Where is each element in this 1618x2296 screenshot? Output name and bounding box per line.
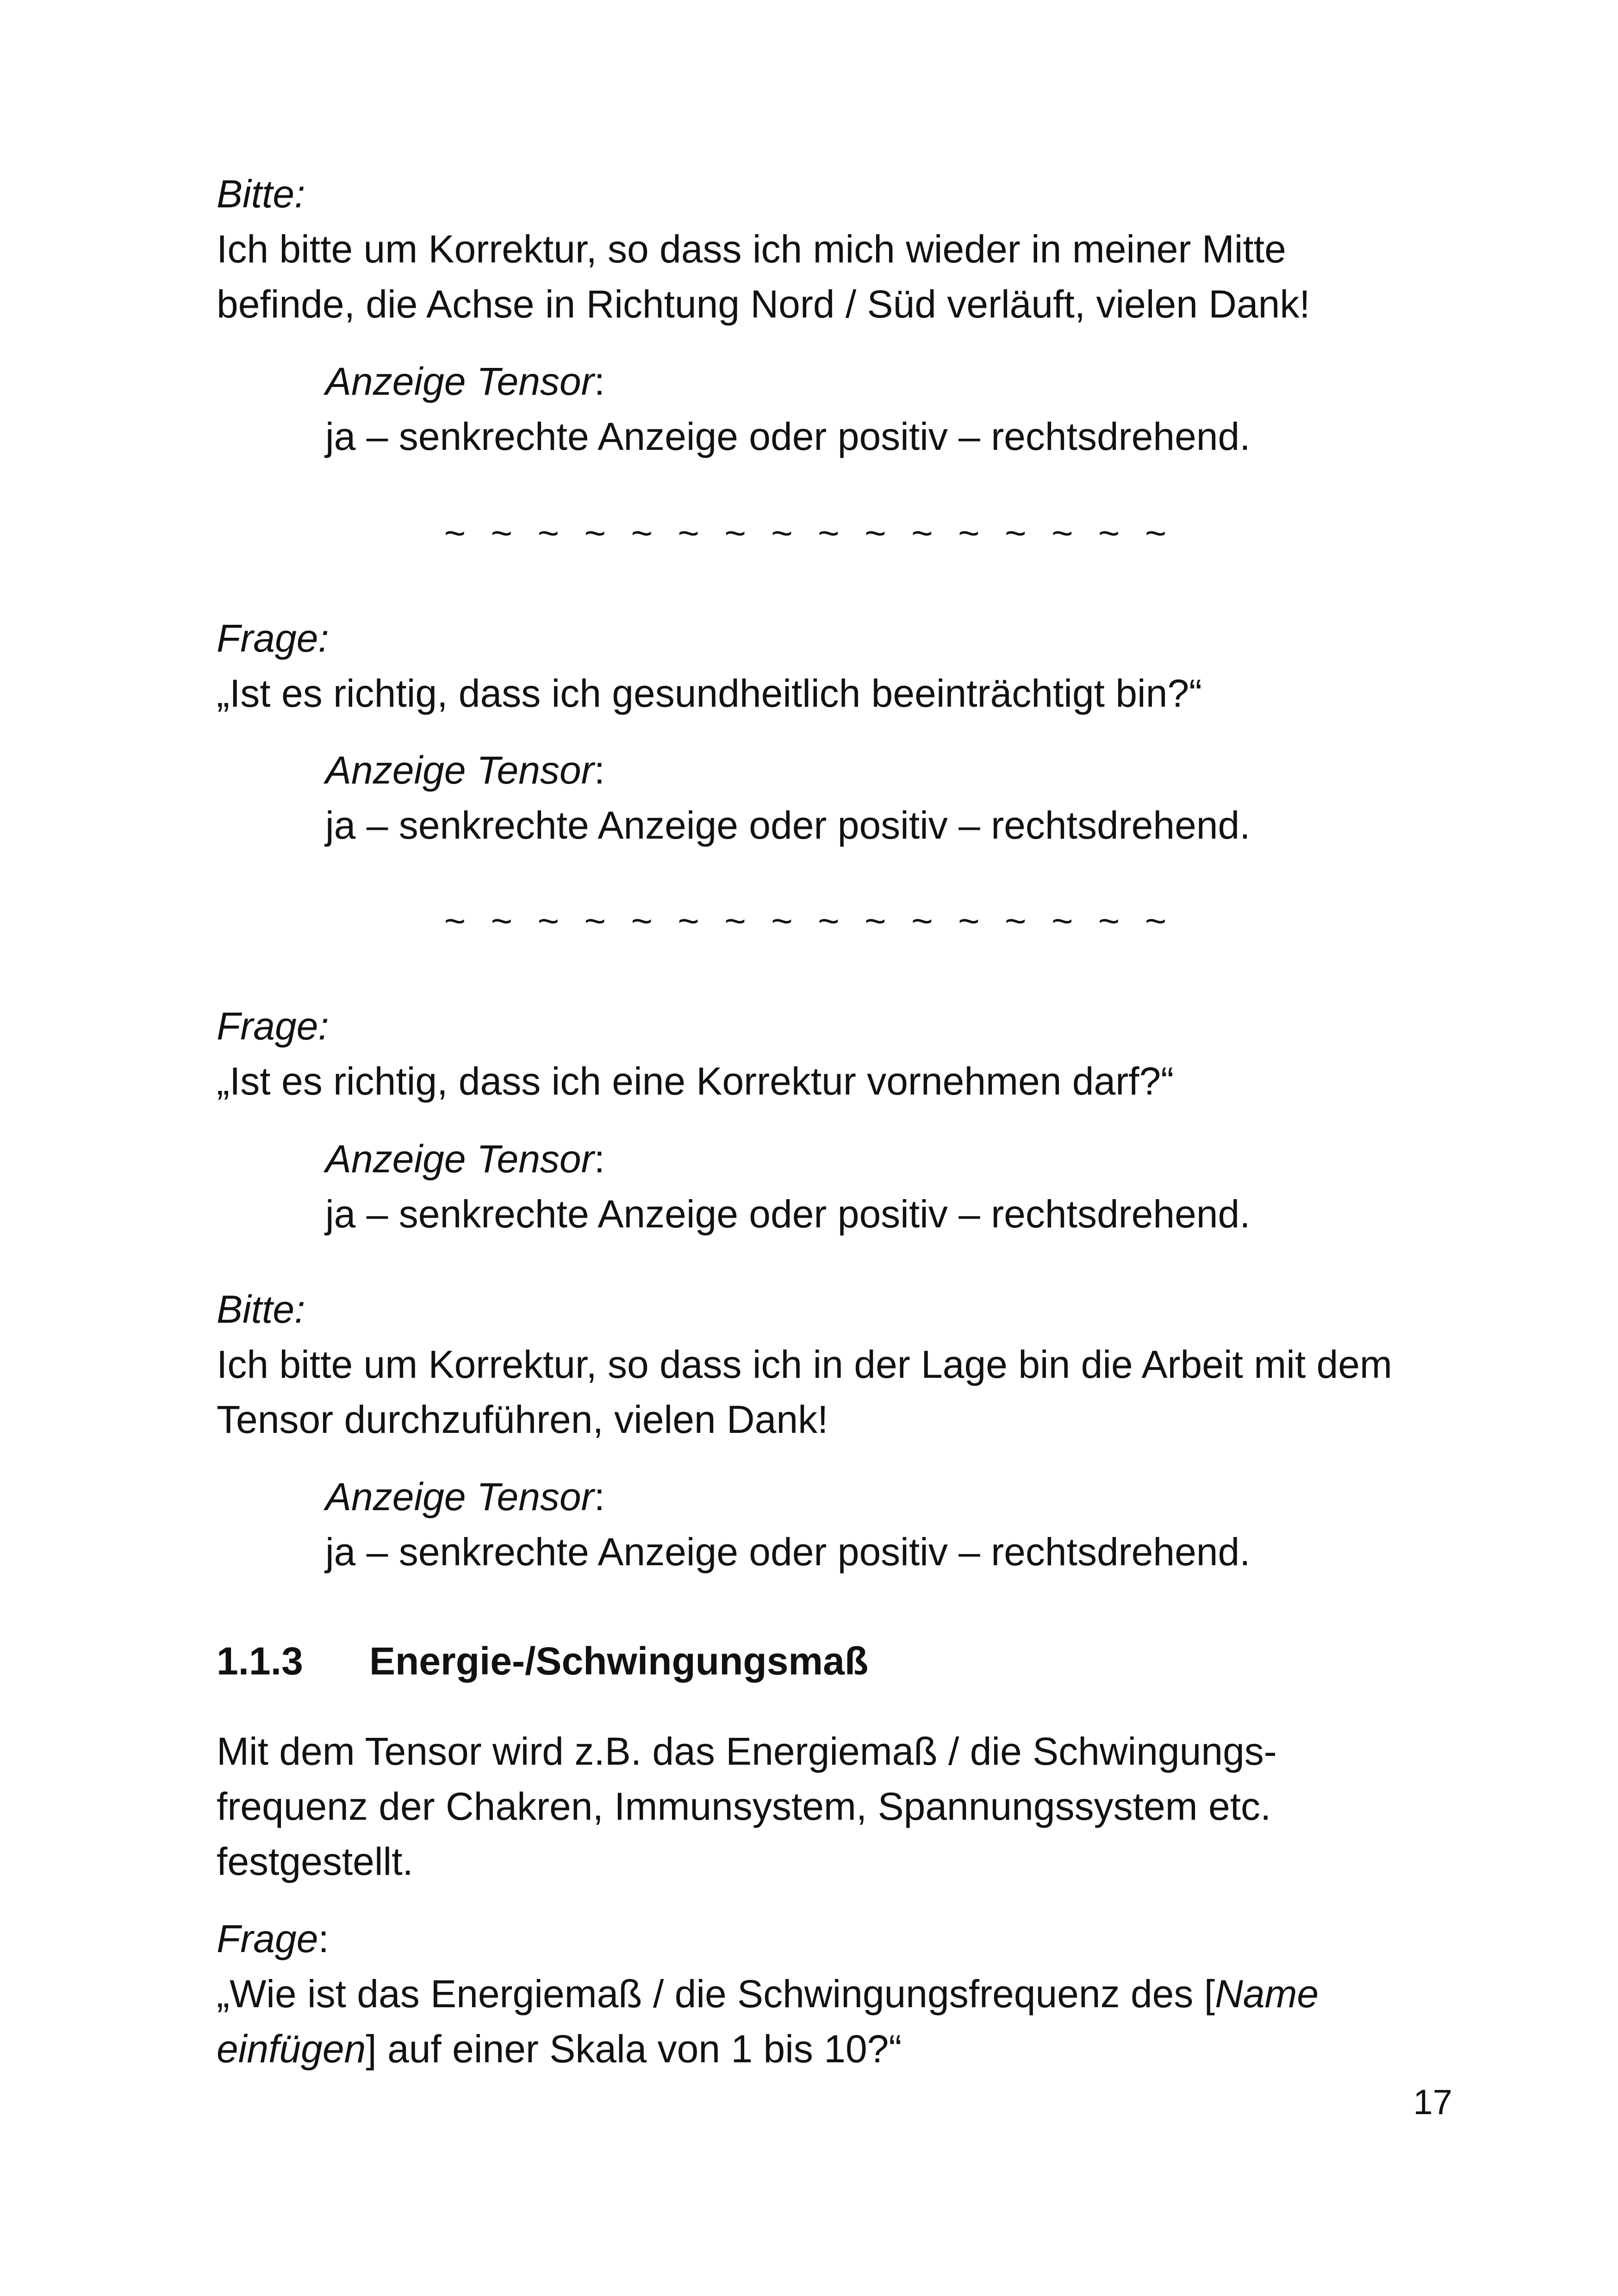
request-block-2 [217,1282,1466,1447]
tensor-colon: : [594,748,605,792]
section-heading [217,1634,868,1689]
question-block-3 [217,1911,1466,2077]
tensor-label-line [325,354,1482,409]
request-label: Bitte: [217,1288,305,1331]
section-title: Energie-/Schwingungsmaß [369,1639,869,1683]
section-number: 1.1.3 [217,1639,303,1683]
question-label-colon: : [318,1917,329,1960]
question-block-2 [217,999,1466,1109]
tensor-label-line [325,1469,1482,1524]
question-text-line-2 [217,2022,1466,2077]
question-text-start: „Wie ist das Energiemaß / die Schwingungsfrequenz des [ [217,1972,1215,2016]
tensor-result-1 [325,354,1482,464]
question-text-end: ] auf einer Skala von 1 bis 10?“ [366,2027,902,2071]
question-block-1 [217,611,1466,721]
intro-paragraph [217,1724,1466,1889]
tensor-colon: : [594,1475,605,1518]
tensor-label: Anzeige Tensor [325,748,594,792]
question-label: Frage: [217,1004,329,1048]
tensor-label-line [325,743,1482,798]
request-label: Bitte: [217,172,305,216]
tensor-text: ja – senkrechte Anzeige oder positiv – rechtsdrehend. [325,1530,1251,1574]
tensor-result-2 [325,743,1482,853]
tensor-label: Anzeige Tensor [325,360,594,403]
placeholder-name: Name [1215,1972,1319,2016]
tensor-text: ja – senkrechte Anzeige oder positiv – rechtsdrehend. [325,415,1251,458]
placeholder-insert: einfügen [217,2027,366,2071]
tensor-label: Anzeige Tensor [325,1137,594,1181]
paragraph-line: Ich bitte um Korrektur, so dass ich in der Lage bin die Arbeit mit dem [217,1343,1392,1386]
separator-1: ~ ~ ~ ~ ~ ~ ~ ~ ~ ~ ~ ~ ~ ~ ~ ~ [444,512,1174,554]
paragraph-line: frequenz der Chakren, Immunsystem, Spannungssystem etc. [217,1785,1271,1828]
tensor-colon: : [594,1137,605,1181]
tensor-label-line [325,1132,1482,1187]
paragraph-line: festgestellt. [217,1840,413,1883]
question-label: Frage: [217,616,329,660]
tensor-result-3 [325,1132,1482,1242]
question-text: „Ist es richtig, dass ich gesundheitlich beeinträchtigt bin?“ [217,672,1202,715]
paragraph-line: befinde, die Achse in Richtung Nord / Süd verläuft, vielen Dank! [217,282,1310,326]
question-label: Frage [217,1917,318,1960]
paragraph-line: Mit dem Tensor wird z.B. das Energiemaß / die Schwingungs- [217,1730,1277,1773]
separator-2: ~ ~ ~ ~ ~ ~ ~ ~ ~ ~ ~ ~ ~ ~ ~ ~ [444,900,1174,941]
tensor-colon: : [594,360,605,403]
paragraph-line: Tensor durchzuführen, vielen Dank! [217,1398,828,1441]
tensor-result-4 [325,1469,1482,1580]
question-text: „Ist es richtig, dass ich eine Korrektur vornehmen darf?“ [217,1059,1174,1103]
paragraph-line: Ich bitte um Korrektur, so dass ich mich wieder in meiner Mitte [217,227,1286,271]
tensor-text: ja – senkrechte Anzeige oder positiv – rechtsdrehend. [325,1192,1251,1236]
tensor-text: ja – senkrechte Anzeige oder positiv – rechtsdrehend. [325,803,1251,847]
request-block-1 [217,167,1466,332]
page-number: 17 [1413,2083,1452,2122]
question-label-line [217,1911,1466,1966]
question-text-line-1 [217,1966,1466,2022]
tensor-label: Anzeige Tensor [325,1475,594,1518]
